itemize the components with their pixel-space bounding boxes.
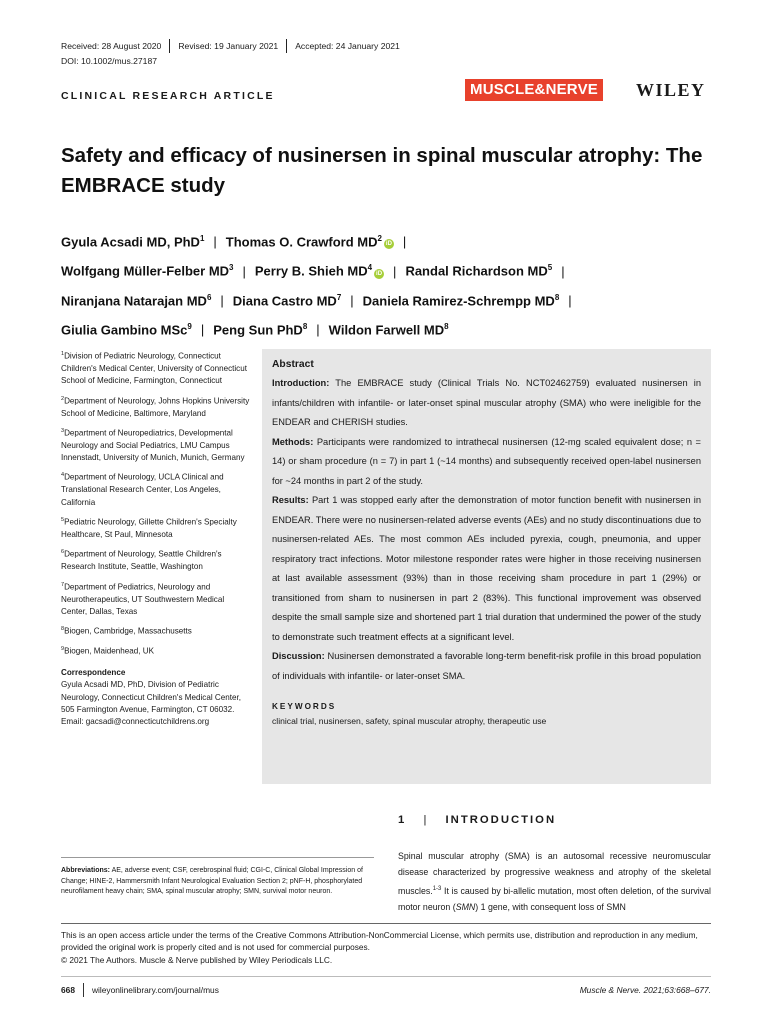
footer-divider [61, 976, 711, 977]
journal-url[interactable]: wileyonlinelibrary.com/journal/mus [91, 985, 219, 995]
affiliation-ref: 3 [229, 263, 234, 273]
abstract-box [262, 349, 711, 784]
abstract-section-text: Participants were randomized to intrathecal nusinersen (12-mg scaled equivalent dose; n = 14) or sham procedure (n = 7) in part 1 (~14 months) and subsequently received open-label nusinersen for ~24 months in part 2 of the study. [272, 436, 701, 486]
journal-citation: Muscle & Nerve. 2021;63:668–677. [579, 985, 711, 995]
abstract-section [272, 433, 701, 492]
affiliation-text: Department of Neurology, Johns Hopkins University School of Medicine, Baltimore, Maryland [61, 396, 250, 418]
author-name[interactable]: Wolfgang Müller-Felber MD [61, 263, 230, 279]
keywords: clinical trial, nusinersen, safety, spinal muscular atrophy, therapeutic use [272, 716, 547, 726]
author-separator: | [350, 292, 354, 308]
author-name[interactable]: Randal Richardson MD [405, 263, 548, 279]
affiliation-ref: 8 [302, 321, 308, 331]
affiliation-ref: 8 [444, 321, 449, 331]
license-divider [61, 923, 711, 924]
affiliation-number: 6 [61, 549, 65, 556]
abstract-section-label: Results: [272, 495, 309, 505]
abbreviations-footnote [61, 866, 374, 898]
section-heading [398, 814, 556, 826]
affiliation-item [61, 393, 251, 420]
author-name[interactable]: Thomas O. Crawford MD [225, 234, 378, 250]
license-notice [61, 929, 711, 966]
author-name[interactable]: Wildon Farwell MD [328, 322, 445, 338]
author-name[interactable]: Niranjana Natarajan MD [61, 292, 207, 308]
abstract-section-text: Part 1 was stopped early after the demonstration of motor function benefit with nusinersen in ENDEAR. There were no nusinersen-related adverse events (AEs) and no study discontinuations due to nusinersen-related AEs. The most common AEs included pyrexia, cough, pneumonia, and upper respiratory tract infections. Motor milestone responder rates were higher in those receiving nusinersen at last available assessment (93%) than in those receiving sham procedure in part 1 (29%) or transitioned from sham to nusinersen in part 2 (83%). This functional improvement was observed despite the small sample size and shortened part 1 trial duration that undermined the power of the study to demonstrate such treatment effects at a significant level. [272, 495, 701, 642]
author-name[interactable]: Gyula Acsadi MD, PhD [61, 234, 200, 250]
correspondence-email[interactable]: Email: gacsadi@connecticutchildrens.org [61, 717, 210, 727]
author-list [61, 226, 741, 343]
article-type: CLINICAL RESEARCH ARTICLE [61, 90, 275, 102]
publisher-logo: WILEY [636, 80, 706, 100]
affiliation-ref: 2 [377, 234, 382, 243]
affiliation-ref: 9 [187, 321, 192, 331]
abstract-section [272, 647, 701, 686]
abstract-section [272, 374, 701, 433]
affiliation-number: 7 [61, 581, 65, 588]
affiliation-item [61, 623, 251, 638]
affiliation-ref: 8 [554, 292, 560, 302]
date-divider [169, 39, 170, 53]
keywords-heading: KEYWORDS [272, 702, 337, 711]
intro-text-start: Spinal muscular atrophy (SMA) is an autosomal recessive neuromuscular disease characterized by progressive weakness and atrophy of the skeletal muscles. [398, 851, 711, 896]
affiliation-ref: 7 [336, 292, 342, 302]
page-footer [61, 983, 711, 997]
affiliations [61, 348, 251, 729]
affiliation-ref: 4 [367, 263, 373, 273]
abstract-section-label: Methods: [272, 436, 314, 447]
affiliation-text: Biogen, Cambridge, Massachusetts [64, 626, 192, 636]
article-title: Safety and efficacy of nusinersen in spinal muscular atrophy: The EMBRACE study [61, 144, 703, 197]
introduction-text [398, 848, 711, 915]
affiliation-number: 3 [61, 427, 65, 434]
author-name[interactable]: Diana Castro MD [232, 292, 337, 308]
abstract-section-label: Discussion: [272, 651, 325, 661]
footer-separator [83, 983, 84, 997]
date-divider [286, 39, 287, 53]
affiliation-item [61, 514, 251, 541]
affiliation-text: Department of Neurology, UCLA Clinical and Translational Research Center, Los Angeles, California [61, 473, 224, 507]
author-separator: | [568, 292, 572, 308]
author-separator: | [316, 322, 320, 338]
affiliation-item [61, 469, 251, 509]
orcid-icon[interactable]: iD [376, 270, 383, 277]
affiliation-text: Division of Pediatric Neurology, Connecticut Children's Medical Center, University of Connecticut School of Medicine, Farmington, Connecticut [61, 351, 247, 386]
author-separator: | [213, 234, 217, 250]
affiliation-number: 5 [61, 517, 65, 524]
author-separator: | [200, 322, 205, 338]
license-text: This is an open access article under the terms of the Creative Commons Attribution-NonCommercial License, which permits use, distribution and reproduction in any medium, provided the original work is properly cited and is not used for commercial purposes. [61, 930, 698, 953]
footnote-text: AE, adverse event; CSF, cerebrospinal fluid; CGI-C, Clinical Global Impression of Change; HINE-2, Hammersmith Infant Neurological Evaluation Section 2; pNF-H, phosphorylated neurofilament heavy chain; SMA, spinal muscular atrophy; SMN, survival motor neuron. [61, 867, 363, 895]
received-date: Received: 28 August 2020 [61, 41, 162, 51]
affiliation-item [61, 348, 251, 388]
gene-name: SMN [455, 901, 476, 912]
author-name[interactable]: Daniela Ramirez-Schrempp MD [362, 292, 555, 308]
author-name[interactable]: Giulia Gambino MSc [61, 322, 188, 338]
author-separator: | [393, 263, 397, 279]
footnote-label: Abbreviations: [61, 867, 111, 874]
section-separator: | [423, 814, 429, 826]
affiliation-item [61, 579, 251, 619]
publication-dates [61, 39, 400, 53]
author-separator: | [561, 263, 565, 279]
intro-text-end: ) 1 gene, with consequent loss of SMN [475, 901, 626, 912]
affiliation-text: Department of Neurology, Seattle Children's Research Institute, Seattle, Washington [61, 549, 222, 572]
affiliation-ref: 5 [547, 263, 553, 273]
affiliation-item [61, 425, 251, 465]
affiliation-text: Department of Pediatrics, Neurology and Neurotherapeutics, UT Southwestern Medical Center, Dallas, Texas [61, 582, 225, 616]
author-separator: | [220, 292, 224, 308]
author-name[interactable]: Peng Sun PhD [213, 322, 303, 338]
author-separator: | [402, 234, 407, 250]
journal-logo: MUSCLE&NERVE [465, 79, 603, 101]
page-number: 668 [61, 985, 75, 995]
affiliation-number: 2 [61, 395, 65, 402]
abstract-heading: Abstract [272, 359, 314, 370]
citation-ref[interactable]: 1-3 [432, 885, 442, 892]
abstract-section-label: Introduction: [272, 378, 330, 388]
intro-text-mid: It is caused by bi-allelic mutation, most often deletion, of the survival motor neuron ( [398, 885, 711, 912]
affiliation-text: Department of Neuropediatrics, Developmental Neurology and Social Pediatrics, LMU Campus Innenstadt, University of Munich, Munich, Germany [61, 428, 245, 463]
affiliation-ref: 6 [206, 292, 212, 302]
affiliation-ref: 1 [199, 234, 205, 243]
author-name[interactable]: Perry B. Shieh MD [254, 263, 368, 279]
affiliation-item [61, 546, 251, 573]
doi[interactable]: DOI: 10.1002/mus.27187 [61, 56, 158, 66]
affiliation-number: 4 [61, 472, 65, 479]
affiliation-number: 8 [61, 626, 65, 633]
section-title: INTRODUCTION [445, 814, 557, 826]
affiliation-number: 9 [61, 646, 65, 653]
abstract-section-text: The EMBRACE study (Clinical Trials No. NCT02462759) evaluated nusinersen in infants/children with infantile- or later-onset spinal muscular atrophy (SMA) who were ineligible for the ENDEAR and CHERISH studies. [272, 378, 701, 427]
section-number: 1 [398, 814, 407, 826]
abstract-section-text: Nusinersen demonstrated a favorable long-term benefit-risk profile in this broad population of individuals with infantile- or later-onset SMA. [272, 651, 701, 681]
orcid-icon[interactable]: iD [385, 241, 392, 248]
correspondence-text: Gyula Acsadi MD, PhD, Division of Pediatric Neurology, Connecticut Children's Medical Center, 505 Farmington Avenue, Farmington, CT 06032. [61, 680, 241, 715]
affiliation-text: Pediatric Neurology, Gillette Children's Specialty Healthcare, St Paul, Minnesota [61, 517, 237, 539]
affiliation-item [61, 643, 251, 658]
copyright-text: © 2021 The Authors. Muscle & Nerve published by Wiley Periodicals LLC. [61, 954, 333, 965]
correspondence-heading: Correspondence [61, 668, 126, 678]
accepted-date: Accepted: 24 January 2021 [295, 41, 400, 51]
footnote-divider [61, 857, 374, 858]
abstract-section [272, 491, 701, 647]
revised-date: Revised: 19 January 2021 [178, 41, 279, 51]
affiliation-number: 1 [61, 351, 65, 357]
affiliation-text: Biogen, Maidenhead, UK [64, 646, 155, 656]
author-separator: | [242, 263, 246, 279]
